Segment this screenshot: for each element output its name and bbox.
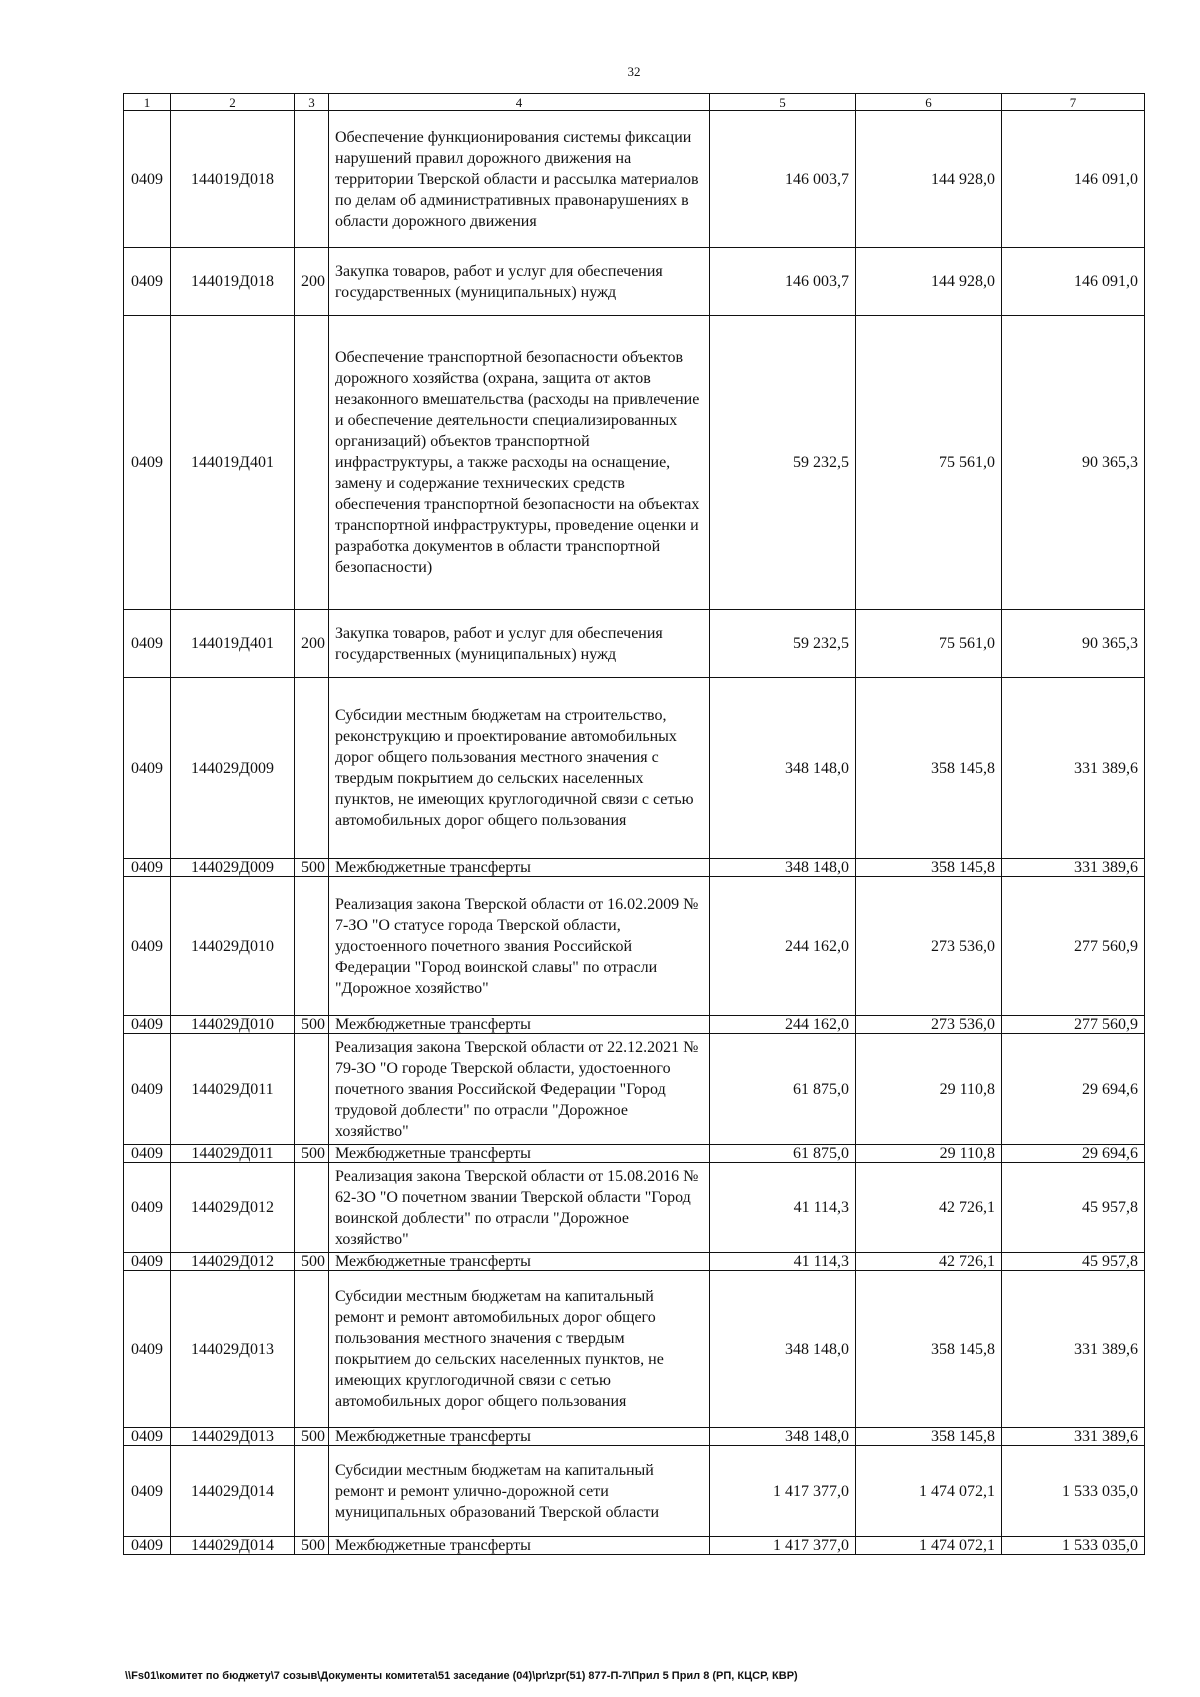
amount-col7-cell: 331 389,6 bbox=[1002, 1428, 1145, 1446]
table-header-row bbox=[124, 94, 1145, 111]
description-cell: Субсидии местным бюджетам на строительство, реконструкцию и проектирование автомобильных дорог общего пользования местного значения с твердым покрытием до сельских населенных пунктов, не имеющих круглогодичной связи с сетью автомобильных дорог общего пользования bbox=[329, 678, 710, 859]
amount-col5-cell: 41 114,3 bbox=[710, 1163, 856, 1253]
table-row bbox=[124, 316, 1145, 610]
target-article-cell: 144029Д014 bbox=[171, 1446, 295, 1537]
section-code-cell: 0409 bbox=[124, 1271, 171, 1428]
description-cell: Закупка товаров, работ и услуг для обеспечения государственных (муниципальных) нужд bbox=[329, 248, 710, 316]
target-article-cell: 144019Д401 bbox=[171, 316, 295, 610]
target-article-cell: 144029Д014 bbox=[171, 1537, 295, 1555]
expense-type-cell: 500 bbox=[295, 1253, 329, 1271]
expense-type-cell: 200 bbox=[295, 610, 329, 678]
amount-col6-cell: 42 726,1 bbox=[856, 1253, 1002, 1271]
section-code-cell: 0409 bbox=[124, 610, 171, 678]
description-cell: Межбюджетные трансферты bbox=[329, 1253, 710, 1271]
expense-type-cell bbox=[295, 678, 329, 859]
expense-type-cell bbox=[295, 1271, 329, 1428]
table-row bbox=[124, 1034, 1145, 1145]
target-article-cell: 144029Д012 bbox=[171, 1253, 295, 1271]
amount-col6-cell: 75 561,0 bbox=[856, 316, 1002, 610]
expense-type-cell bbox=[295, 1446, 329, 1537]
expense-type-cell bbox=[295, 877, 329, 1016]
amount-col6-cell: 75 561,0 bbox=[856, 610, 1002, 678]
amount-col5-cell: 348 148,0 bbox=[710, 1271, 856, 1428]
expense-type-cell: 500 bbox=[295, 1145, 329, 1163]
table-row bbox=[124, 1428, 1145, 1446]
amount-col6-cell: 1 474 072,1 bbox=[856, 1537, 1002, 1555]
section-code-cell: 0409 bbox=[124, 678, 171, 859]
amount-col6-cell: 42 726,1 bbox=[856, 1163, 1002, 1253]
amount-col7-cell: 45 957,8 bbox=[1002, 1253, 1145, 1271]
table-row bbox=[124, 1446, 1145, 1537]
amount-col7-cell: 90 365,3 bbox=[1002, 610, 1145, 678]
page-number: 32 bbox=[627, 64, 641, 79]
amount-col6-cell: 144 928,0 bbox=[856, 248, 1002, 316]
table-row bbox=[124, 1163, 1145, 1253]
description-cell: Межбюджетные трансферты bbox=[329, 1016, 710, 1034]
expense-type-cell bbox=[295, 316, 329, 610]
target-article-cell: 144029Д013 bbox=[171, 1428, 295, 1446]
amount-col5-cell: 59 232,5 bbox=[710, 316, 856, 610]
amount-col5-cell: 244 162,0 bbox=[710, 1016, 856, 1034]
amount-col6-cell: 358 145,8 bbox=[856, 1428, 1002, 1446]
section-code-cell: 0409 bbox=[124, 1145, 171, 1163]
section-code-cell: 0409 bbox=[124, 859, 171, 877]
expense-type-cell bbox=[295, 1034, 329, 1145]
description-cell: Межбюджетные трансферты bbox=[329, 1145, 710, 1163]
section-code-cell: 0409 bbox=[124, 1428, 171, 1446]
table-body bbox=[124, 111, 1145, 1555]
target-article-cell: 144029Д010 bbox=[171, 877, 295, 1016]
table-row bbox=[124, 248, 1145, 316]
description-cell: Межбюджетные трансферты bbox=[329, 1428, 710, 1446]
target-article-cell: 144019Д018 bbox=[171, 111, 295, 248]
target-article-cell: 144029Д010 bbox=[171, 1016, 295, 1034]
section-code-cell: 0409 bbox=[124, 248, 171, 316]
expense-type-cell bbox=[295, 1163, 329, 1253]
amount-col6-cell: 29 110,8 bbox=[856, 1034, 1002, 1145]
amount-col5-cell: 146 003,7 bbox=[710, 248, 856, 316]
section-code-cell: 0409 bbox=[124, 1034, 171, 1145]
column-header: 6 bbox=[856, 94, 1002, 111]
target-article-cell: 144029Д009 bbox=[171, 859, 295, 877]
amount-col7-cell: 90 365,3 bbox=[1002, 316, 1145, 610]
description-cell: Обеспечение функционирования системы фиксации нарушений правил дорожного движения на территории Тверской области и рассылка материалов по делам об административных правонарушениях в области дорожного движения bbox=[329, 111, 710, 248]
table-row bbox=[124, 678, 1145, 859]
amount-col7-cell: 146 091,0 bbox=[1002, 111, 1145, 248]
target-article-cell: 144029Д012 bbox=[171, 1163, 295, 1253]
section-code-cell: 0409 bbox=[124, 1446, 171, 1537]
target-article-cell: 144029Д013 bbox=[171, 1271, 295, 1428]
expense-type-cell: 500 bbox=[295, 1428, 329, 1446]
amount-col7-cell: 45 957,8 bbox=[1002, 1163, 1145, 1253]
description-cell: Межбюджетные трансферты bbox=[329, 1537, 710, 1555]
description-cell: Закупка товаров, работ и услуг для обеспечения государственных (муниципальных) нужд bbox=[329, 610, 710, 678]
column-header: 1 bbox=[124, 94, 171, 111]
description-cell: Реализация закона Тверской области от 22.12.2021 № 79-ЗО "О городе Тверской области, удостоенного почетного звания Российской Федерации "Город трудовой доблести" по отрасли "Дорожное хозяйство" bbox=[329, 1034, 710, 1145]
description-cell: Обеспечение транспортной безопасности объектов дорожного хозяйства (охрана, защита от актов незаконного вмешательства (расходы на привлечение и обеспечение деятельности специализированных организаций) объектов транспортной инфраструктуры, а также расходы на оснащение, замену и содержание технических средств обеспечения транспортной безопасности на объектах транспортной инфраструктуры, проведение оценки и разработка документов в области транспортной безопасности) bbox=[329, 316, 710, 610]
expense-type-cell: 500 bbox=[295, 859, 329, 877]
target-article-cell: 144019Д018 bbox=[171, 248, 295, 316]
amount-col5-cell: 348 148,0 bbox=[710, 678, 856, 859]
footer-file-path: \\Fs01\комитет по бюджету\7 созыв\Документы комитета\51 заседание (04)\pr\zpr(51) 877-П-7\Прил 5 Прил 8 (РП, КЦСР, КВР) bbox=[125, 1670, 798, 1682]
amount-col6-cell: 358 145,8 bbox=[856, 859, 1002, 877]
amount-col5-cell: 244 162,0 bbox=[710, 877, 856, 1016]
description-cell: Субсидии местным бюджетам на капитальный ремонт и ремонт улично-дорожной сети муниципальных образований Тверской области bbox=[329, 1446, 710, 1537]
expense-type-cell: 500 bbox=[295, 1537, 329, 1555]
amount-col7-cell: 331 389,6 bbox=[1002, 1271, 1145, 1428]
table-row bbox=[124, 859, 1145, 877]
table-row bbox=[124, 1253, 1145, 1271]
section-code-cell: 0409 bbox=[124, 877, 171, 1016]
target-article-cell: 144029Д009 bbox=[171, 678, 295, 859]
table-row bbox=[124, 111, 1145, 248]
amount-col7-cell: 331 389,6 bbox=[1002, 859, 1145, 877]
expense-type-cell: 500 bbox=[295, 1016, 329, 1034]
amount-col5-cell: 59 232,5 bbox=[710, 610, 856, 678]
target-article-cell: 144029Д011 bbox=[171, 1034, 295, 1145]
budget-table bbox=[123, 93, 1145, 1555]
section-code-cell: 0409 bbox=[124, 1016, 171, 1034]
description-cell: Межбюджетные трансферты bbox=[329, 859, 710, 877]
expense-type-cell bbox=[295, 111, 329, 248]
amount-col7-cell: 277 560,9 bbox=[1002, 877, 1145, 1016]
amount-col7-cell: 29 694,6 bbox=[1002, 1034, 1145, 1145]
amount-col5-cell: 348 148,0 bbox=[710, 859, 856, 877]
amount-col5-cell: 41 114,3 bbox=[710, 1253, 856, 1271]
section-code-cell: 0409 bbox=[124, 111, 171, 248]
amount-col6-cell: 144 928,0 bbox=[856, 111, 1002, 248]
amount-col6-cell: 358 145,8 bbox=[856, 678, 1002, 859]
amount-col7-cell: 29 694,6 bbox=[1002, 1145, 1145, 1163]
target-article-cell: 144029Д011 bbox=[171, 1145, 295, 1163]
amount-col5-cell: 1 417 377,0 bbox=[710, 1537, 856, 1555]
table-row bbox=[124, 1145, 1145, 1163]
description-cell: Реализация закона Тверской области от 15.08.2016 № 62-ЗО "О почетном звании Тверской области "Город воинской доблести" по отрасли "Дорожное хозяйство" bbox=[329, 1163, 710, 1253]
amount-col6-cell: 273 536,0 bbox=[856, 1016, 1002, 1034]
amount-col6-cell: 358 145,8 bbox=[856, 1271, 1002, 1428]
section-code-cell: 0409 bbox=[124, 316, 171, 610]
description-cell: Субсидии местным бюджетам на капитальный ремонт и ремонт автомобильных дорог общего пользования местного значения с твердым покрытием до сельских населенных пунктов, не имеющих круглогодичной связи с сетью автомобильных дорог общего пользования bbox=[329, 1271, 710, 1428]
amount-col6-cell: 273 536,0 bbox=[856, 877, 1002, 1016]
column-header: 2 bbox=[171, 94, 295, 111]
expense-type-cell: 200 bbox=[295, 248, 329, 316]
amount-col6-cell: 1 474 072,1 bbox=[856, 1446, 1002, 1537]
column-header: 7 bbox=[1002, 94, 1145, 111]
target-article-cell: 144019Д401 bbox=[171, 610, 295, 678]
amount-col7-cell: 331 389,6 bbox=[1002, 678, 1145, 859]
section-code-cell: 0409 bbox=[124, 1163, 171, 1253]
table-row bbox=[124, 610, 1145, 678]
column-header: 3 bbox=[295, 94, 329, 111]
table-row bbox=[124, 1537, 1145, 1555]
column-header: 4 bbox=[329, 94, 710, 111]
table-row bbox=[124, 1016, 1145, 1034]
column-header: 5 bbox=[710, 94, 856, 111]
amount-col5-cell: 348 148,0 bbox=[710, 1428, 856, 1446]
section-code-cell: 0409 bbox=[124, 1537, 171, 1555]
amount-col7-cell: 1 533 035,0 bbox=[1002, 1537, 1145, 1555]
amount-col5-cell: 146 003,7 bbox=[710, 111, 856, 248]
table-row bbox=[124, 1271, 1145, 1428]
amount-col5-cell: 1 417 377,0 bbox=[710, 1446, 856, 1537]
amount-col5-cell: 61 875,0 bbox=[710, 1034, 856, 1145]
section-code-cell: 0409 bbox=[124, 1253, 171, 1271]
amount-col7-cell: 1 533 035,0 bbox=[1002, 1446, 1145, 1537]
amount-col5-cell: 61 875,0 bbox=[710, 1145, 856, 1163]
amount-col7-cell: 277 560,9 bbox=[1002, 1016, 1145, 1034]
table-row bbox=[124, 877, 1145, 1016]
amount-col6-cell: 29 110,8 bbox=[856, 1145, 1002, 1163]
description-cell: Реализация закона Тверской области от 16.02.2009 № 7-ЗО "О статусе города Тверской области, удостоенного почетного звания Российской Федерации "Город воинской славы" по отрасли "Дорожное хозяйство" bbox=[329, 877, 710, 1016]
amount-col7-cell: 146 091,0 bbox=[1002, 248, 1145, 316]
